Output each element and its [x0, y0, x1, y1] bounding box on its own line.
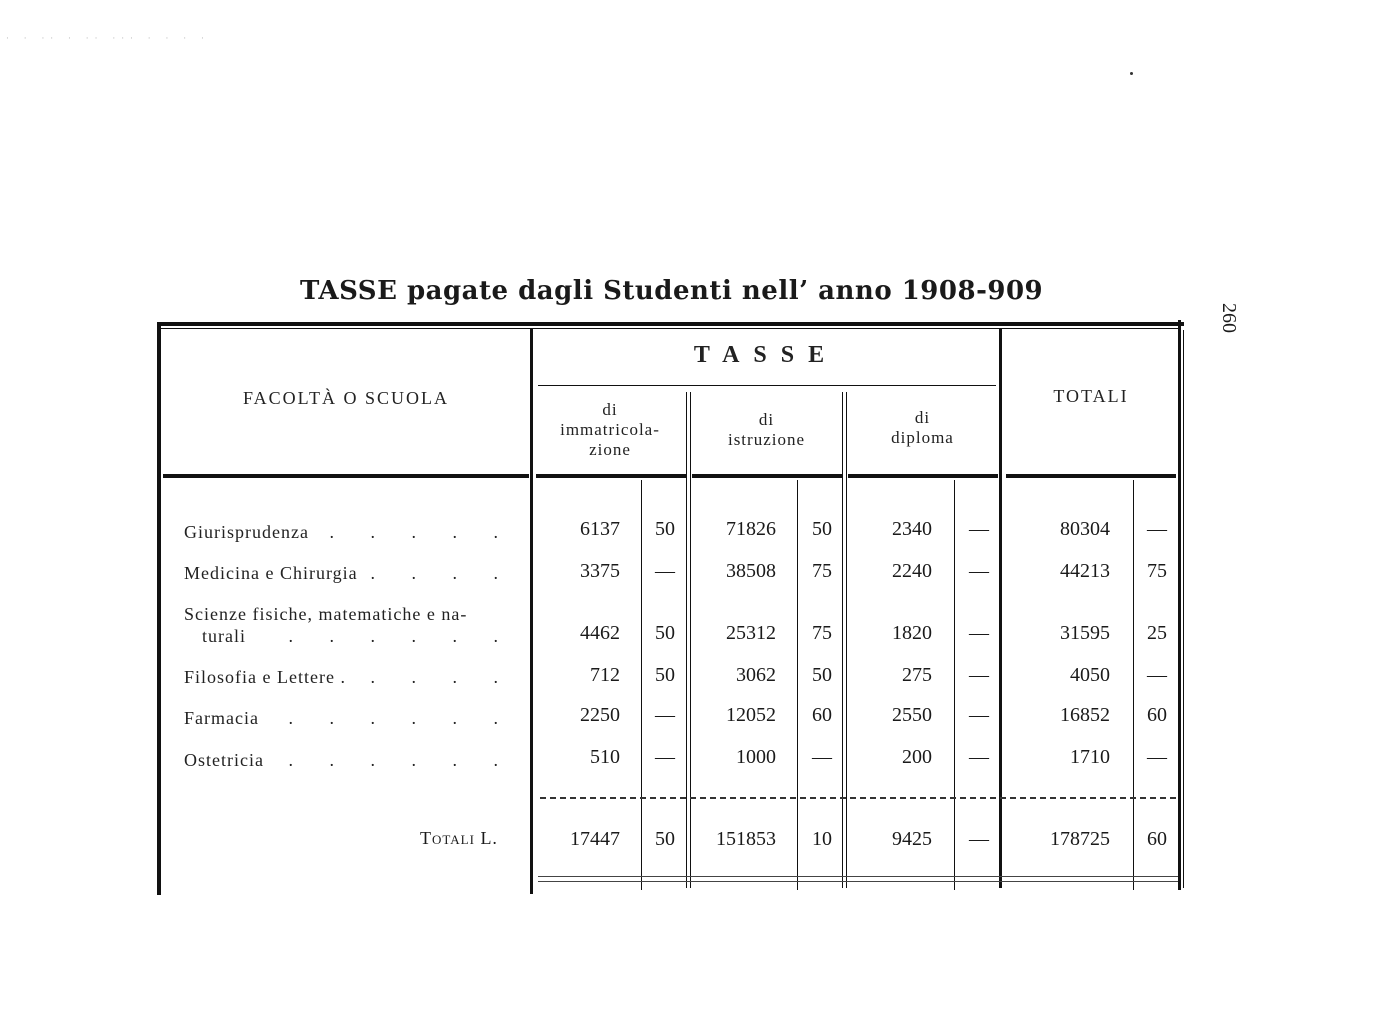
- table-cell: 2550: [892, 704, 932, 726]
- totals-cell: 50: [655, 828, 675, 850]
- table-cell: 50: [812, 518, 832, 540]
- table-cell: 200: [902, 746, 932, 768]
- table-cell: —: [812, 746, 832, 768]
- table-cell: 2340: [892, 518, 932, 540]
- table-cell: 4462: [580, 622, 620, 644]
- table-cell: —: [969, 664, 989, 686]
- row-label-giurisprudenza: Giurisprudenza . . . . .: [184, 522, 514, 542]
- page-number: 260: [1218, 303, 1240, 333]
- table-cell: 60: [1147, 704, 1167, 726]
- header-imm-l1: di: [602, 400, 618, 419]
- totals-cell: 151853: [716, 828, 776, 850]
- table-cell: 75: [1147, 560, 1167, 582]
- table-cell: 31595: [1060, 622, 1110, 644]
- scan-dot: [1130, 72, 1133, 75]
- row-label-medicina: Medicina e Chirurgia . . . .: [184, 563, 514, 583]
- row-label-scienze: Scienze fisiche, matematiche e na-: [184, 604, 468, 624]
- table-cell: 1710: [1070, 746, 1110, 768]
- table-cell: 12052: [726, 704, 776, 726]
- row-label-ostetricia: Ostetricia . . . . . .: [184, 750, 514, 770]
- table-cell: 1000: [736, 746, 776, 768]
- table-cell: —: [1147, 746, 1167, 768]
- scan-specks: · · ·· · ·· ··· · · · ·: [6, 34, 210, 44]
- table-cell: 3062: [736, 664, 776, 686]
- table-cell: 16852: [1060, 704, 1110, 726]
- table-cell: 2240: [892, 560, 932, 582]
- table-cell: 80304: [1060, 518, 1110, 540]
- header-dip-l1: di: [914, 408, 931, 427]
- table-cell: —: [969, 746, 989, 768]
- totals-cell: 178725: [1050, 828, 1110, 850]
- header-diploma: [846, 408, 999, 448]
- table-cell: —: [655, 704, 675, 726]
- table-cell: 25: [1147, 622, 1167, 644]
- table-cell: —: [969, 518, 989, 540]
- totals-cell: 17447: [570, 828, 620, 850]
- page-title: TASSE pagate dagli Studenti nell’ anno 1908-909: [300, 276, 1044, 306]
- table-cell: 50: [812, 664, 832, 686]
- table-cell: —: [969, 704, 989, 726]
- totals-cell: 10: [812, 828, 832, 850]
- table-cell: 3375: [580, 560, 620, 582]
- header-ist-l1: di: [758, 410, 775, 429]
- table-cell: 4050: [1070, 664, 1110, 686]
- table-cell: —: [1147, 664, 1167, 686]
- table-cell: 6137: [580, 518, 620, 540]
- header-facolta: FACOLTÀ O SCUOLA: [242, 388, 450, 408]
- table-cell: —: [969, 622, 989, 644]
- table-cell: 50: [655, 622, 675, 644]
- totals-cell: —: [969, 828, 989, 850]
- table-cell: —: [655, 746, 675, 768]
- totals-label: Totali L.: [420, 828, 498, 848]
- totals-cell: 9425: [892, 828, 932, 850]
- row-label-farmacia: Farmacia . . . . . .: [184, 708, 514, 728]
- totals-cell: 60: [1147, 828, 1167, 850]
- table-cell: 60: [812, 704, 832, 726]
- table-cell: 75: [812, 560, 832, 582]
- table-cell: 2250: [580, 704, 620, 726]
- table-cell: 50: [655, 664, 675, 686]
- table-cell: —: [655, 560, 675, 582]
- table-cell: —: [1147, 518, 1167, 540]
- header-istruzione: [690, 410, 843, 450]
- table-cell: 38508: [726, 560, 776, 582]
- header-ist-l2: istruzione: [727, 430, 806, 449]
- table-cell: 44213: [1060, 560, 1110, 582]
- header-imm-l2: immatricola-: [560, 420, 660, 439]
- table-cell: 75: [812, 622, 832, 644]
- table-cell: 50: [655, 518, 675, 540]
- row-label-filosofia: Filosofia e Lettere . . . . .: [184, 667, 514, 687]
- table-cell: 25312: [726, 622, 776, 644]
- table-cell: 1820: [892, 622, 932, 644]
- table-cell: 712: [590, 664, 620, 686]
- table-cell: 510: [590, 746, 620, 768]
- header-immatricolazione: [533, 400, 687, 460]
- header-dip-l2: diploma: [891, 428, 954, 447]
- table-cell: 275: [902, 664, 932, 686]
- table-cell: —: [969, 560, 989, 582]
- row-label-scienze-cont: turali . . . . . .: [202, 626, 514, 646]
- header-imm-l3: zione: [589, 440, 631, 459]
- header-tasse: TASSE: [693, 342, 839, 368]
- header-totali: TOTALI: [1053, 386, 1129, 406]
- table-cell: 71826: [726, 518, 776, 540]
